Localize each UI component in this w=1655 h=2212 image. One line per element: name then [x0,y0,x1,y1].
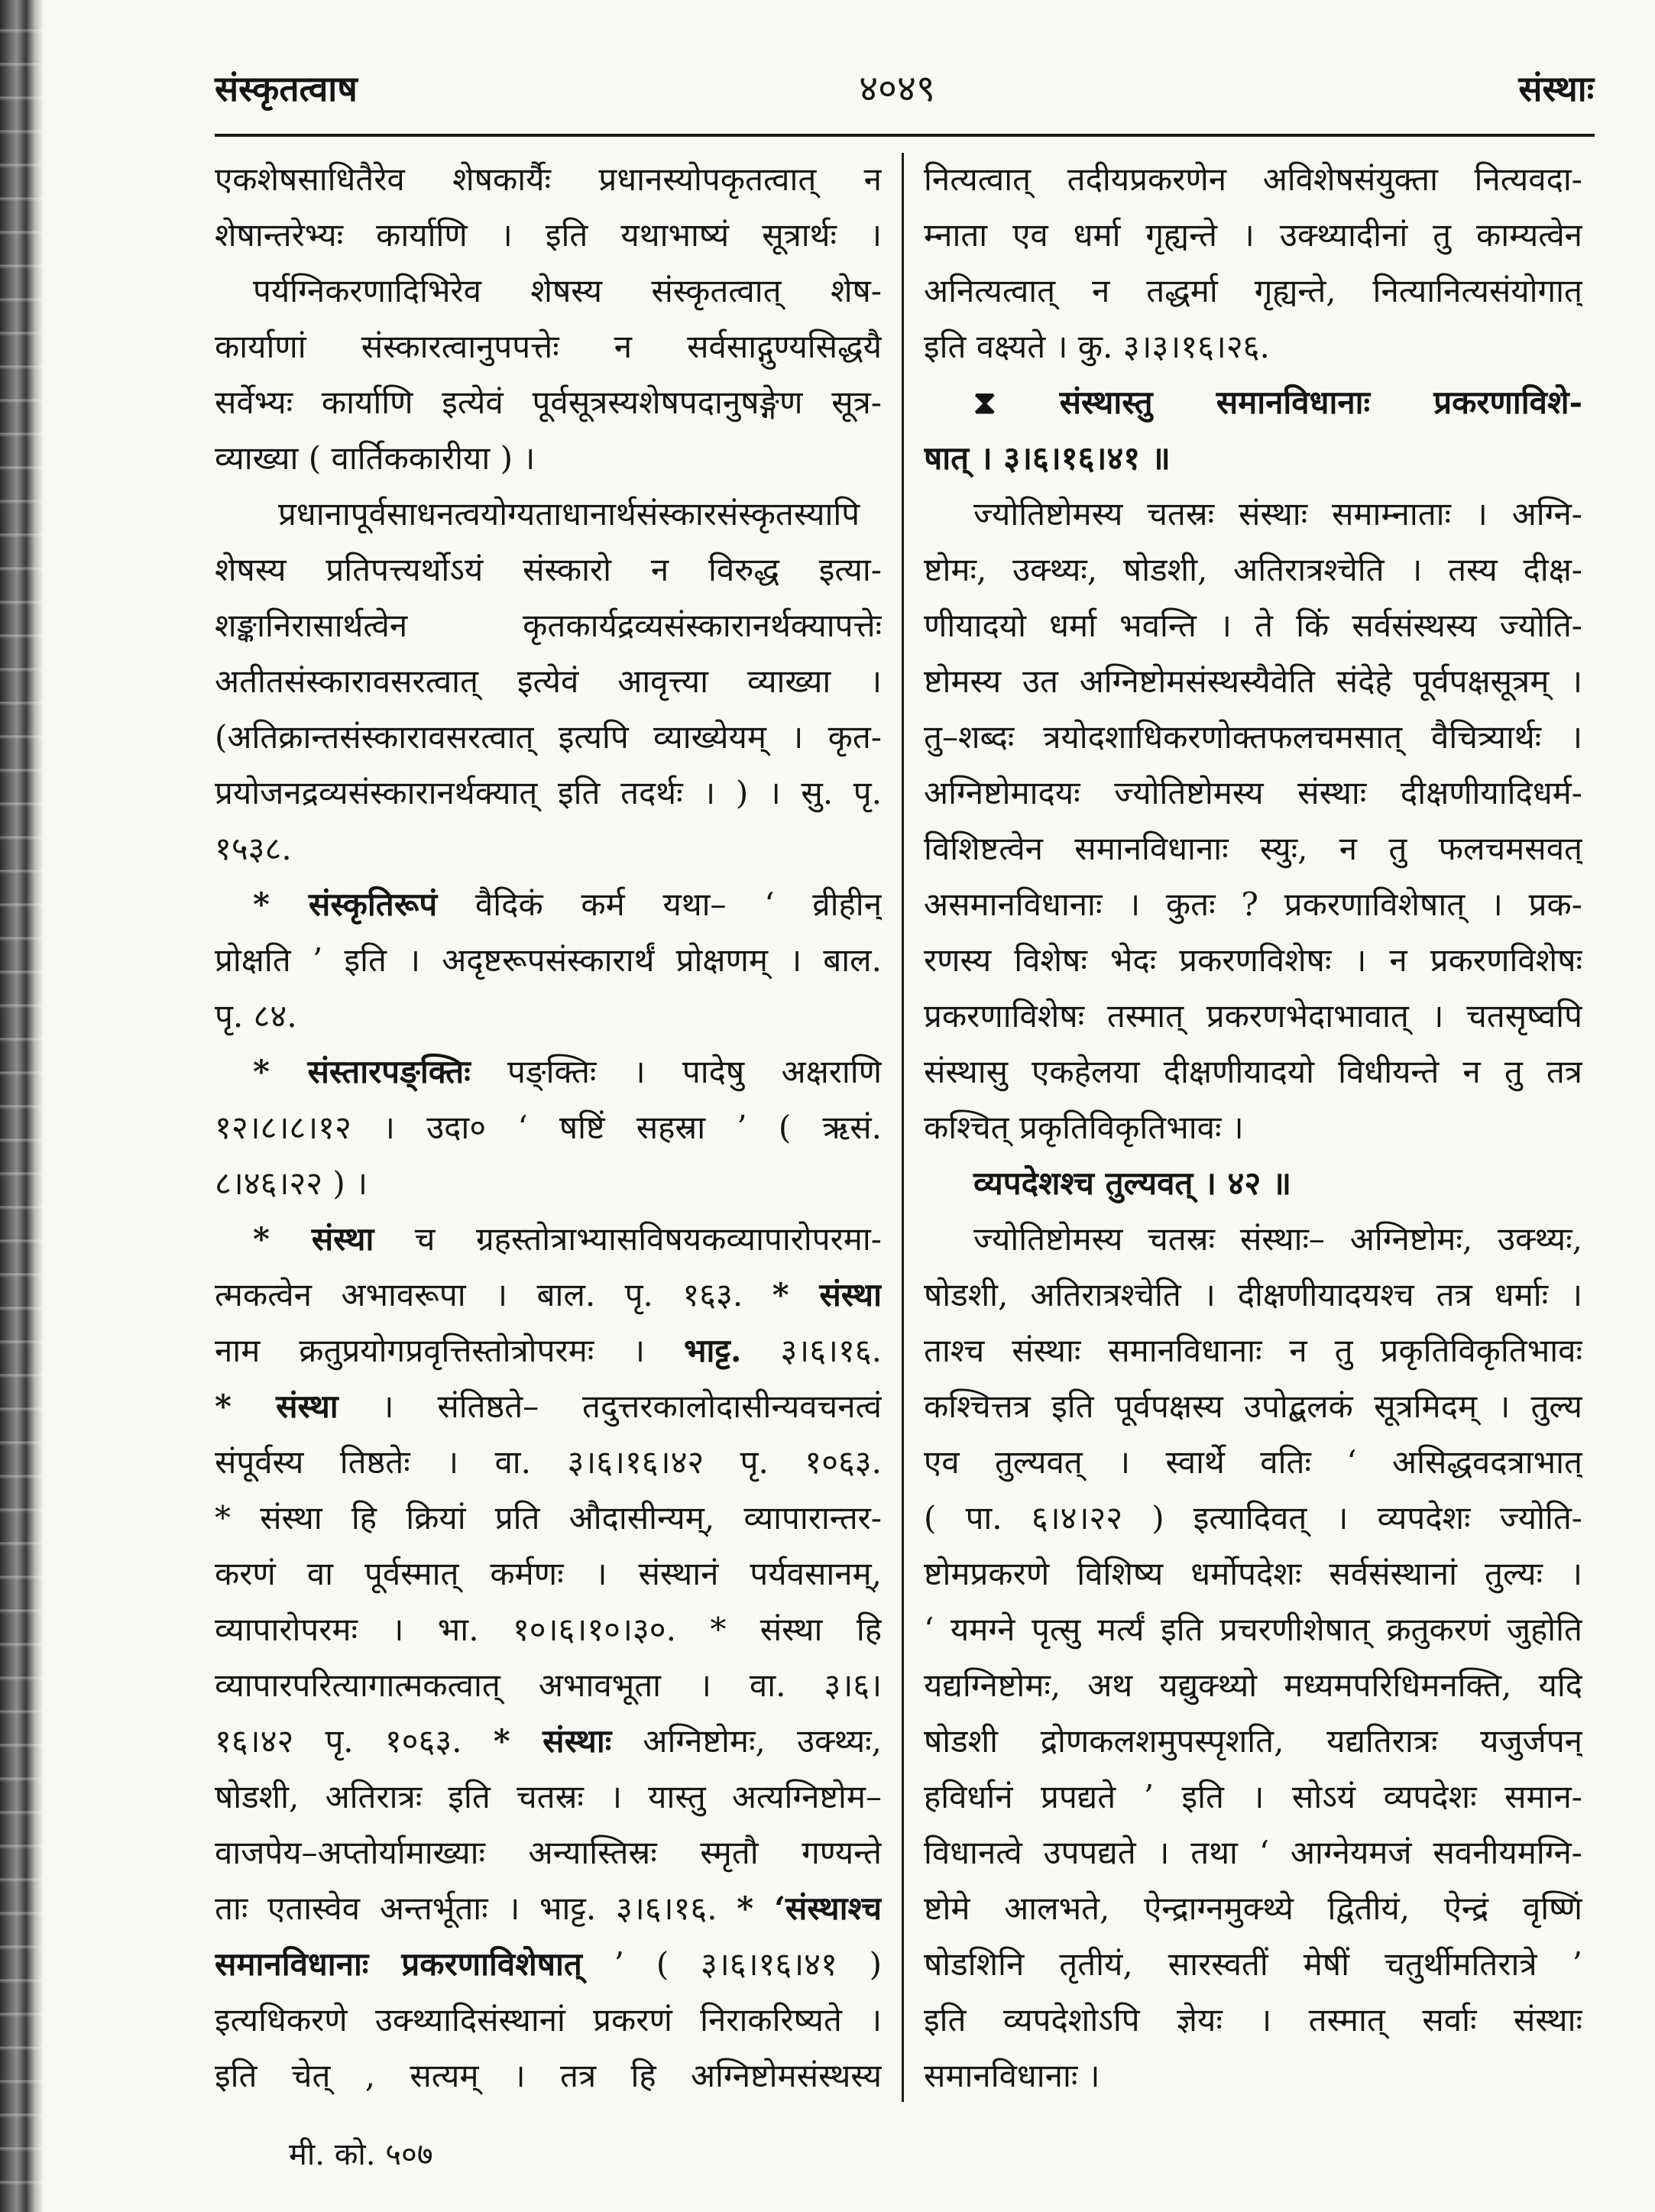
text-line [215,1880,882,1936]
text-segment: ’ ( ३।६।१६।४१ ) [581,1945,882,1983]
book-binding-edge [0,0,43,2212]
text-line: पृ. ८४. [215,997,297,1035]
sutra-heading: षात् । ३।६।१६।४१ ॥ [924,439,1171,477]
text-line: व्याख्या ( वार्तिककारीया ) । [215,439,536,477]
text-line: शेषान्तरेभ्यः कार्याणि । इति यथाभाष्यं सूत्रार्थः । [215,216,882,254]
headword-bold: * संस्तारपङ्क्तिः [253,1053,471,1090]
text-line: षोडशी, अतिरात्रः इति चतस्रः । यास्तु अत्यग्निष्टोम– [215,1778,882,1815]
text-line: एकशेषसाधितैरेव शेषकार्यैः प्रधानस्योपकृतत्वात् न [215,160,882,198]
text-line [215,1267,882,1323]
text-line: सर्वेभ्यः कार्याणि इत्येवं पूर्वसूत्रस्यशेषपदानुषङ्गेण सूत्र- [215,384,882,421]
left-column [215,151,882,2104]
column-divider [902,153,904,2102]
text-line: प्रकरणाविशेषः तस्मात् प्रकरणभेदाभावात् । चतसृष्वपि [924,997,1582,1035]
text-line: षोडशिनि तृतीयं, सारस्वतीं मेषीं चतुर्थीमतिरात्रे ’ [924,1945,1582,1983]
text-line: संस्थासु एकहेलया दीक्षणीयादयो विधीयन्ते न तु तत्र [924,1053,1582,1090]
text-line: ष्टोमः, उक्थ्यः, षोडशी, अतिरात्रश्चेति । तस्य दीक्ष- [924,551,1582,588]
text-line: प्रयोजनद्रव्यसंस्कारानर्थक्यात् इति तदर्थः । ) । सु. पृ. [215,774,882,811]
text-line: शङ्कानिरासार्थत्वेन कृतकार्यद्रव्यसंस्कारानर्थक्यापत्तेः [215,607,882,644]
text-segment: अग्निष्टोमः, उक्थ्यः, [611,1722,882,1760]
headword-bold: * संस्था [215,1388,338,1425]
text-line [215,1713,882,1769]
text-line: प्रोक्षति ’ इति । अदृष्टरूपसंस्कारार्थं प्रोक्षणम् । बाल. [215,941,882,979]
sutra-heading: ⧗ संस्थास्तु समानविधानाः प्रकरणाविशे- [973,384,1582,421]
text-line: इति व्यपदेशोऽपि ज्ञेयः । तस्मात् सर्वाः संस्थाः [924,2001,1582,2039]
text-line: * संस्था हि क्रियां प्रति औदासीन्यम्, व्यापारान्तर- [215,1499,882,1537]
text-line: पर्यग्निकरणादिभिरेव शेषस्य संस्कृतत्वात् शेष- [253,272,882,309]
text-line: तु–शब्दः त्रयोदशाधिकरणोक्तफलचमसात् वैचित्र्यार्थः । [924,718,1582,756]
text-line: वाजपेय–अप्तोर्यामाख्याः अन्यास्तिस्रः स्मृतौ गण्यन्ते [215,1834,882,1871]
right-column [924,151,1582,2104]
page-number: ४०४९ [859,67,935,110]
text-line: णीयादयो धर्मा भवन्ति । ते किं सर्वसंस्थस्य ज्योति- [924,607,1582,644]
text-segment: नाम क्रतुप्रयोगप्रवृत्तिस्तोत्रोपरमः । [215,1332,684,1369]
text-line [215,1323,882,1378]
text-line: संपूर्वस्य तिष्ठतेः । वा. ३।६।१६।४२ पृ. १०६३. [215,1443,882,1481]
sutra-bold: समानविधानाः प्रकरणाविशेषात् [215,1945,582,1983]
text-segment: पङ्क्तिः । पादेषु अक्षराणि [470,1053,882,1090]
text-line: इति चेत् , सत्यम् । तत्र हि अग्निष्टोमसंस्थस्य [215,2057,882,2094]
text-line: विधानत्वे उपपद्यते । तथा ‘ आग्नेयमजं सवनीयमग्नि- [924,1834,1582,1871]
text-line: व्यापारोपरमः । भा. १०।६।१०।३०. * संस्था हि [215,1611,882,1648]
text-segment: ताः एतास्वेव अन्तर्भूताः । भाट्ट. ३।६।१६. [215,1890,737,1927]
text-line: कश्चित्तत्र इति पूर्वपक्षस्य उपोद्बलकं सूत्रमिदम् । तुल्य [924,1388,1582,1425]
text-segment: । संतिष्ठते– तदुत्तरकालोदासीन्यवचनत्वं [338,1388,882,1425]
text-line: शेषस्य प्रतिपत्त्यर्थोऽयं संस्कारो न विरुद्ध इत्या- [215,551,882,588]
text-line [215,1044,882,1100]
headword-bold: * ‘संस्थाश्च [737,1890,882,1927]
text-line [215,1211,882,1267]
headword-bold: * संस्कृतिरूपं [253,886,438,923]
text-line: अतीतसंस्कारावसरत्वात् इत्येवं आवृत्त्या व्याख्या । [215,662,882,700]
text-line: समानविधानाः । [924,2057,1100,2094]
text-segment: त्मकत्वेन अभावरूपा । बाल. पृ. १६३. [215,1276,772,1313]
text-line: ज्योतिष्टोमस्य चतस्रः संस्थाः समाम्नाताः । अग्नि- [973,495,1582,533]
source-abbrev-bold: भाट्ट. [683,1332,742,1369]
text-line: एव तुल्यवत् । स्वार्थे वतिः ‘ असिद्धवदत्राभात् [924,1443,1582,1481]
text-line: (अतिक्रान्तसंस्कारावसरत्वात् इत्यपि व्याख्येयम् । कृत- [215,718,882,756]
text-line: इति वक्ष्यते । कु. ३।३।१६।२६. [924,328,1270,365]
headword-bold: * संस्थाः [493,1722,612,1760]
text-segment: ३।६।१६. [741,1332,882,1369]
text-line: प्रधानापूर्वसाधनत्वयोग्यताधानार्थसंस्कारसंस्कृतस्यापि [278,495,860,533]
signature-mark: मी. को. ५०७ [289,2137,433,2172]
text-line: व्यापारपरित्यागात्मकत्वात् अभावभूता । वा. ३।६। [215,1666,882,1704]
text-line: यद्यग्निष्टोमः, अथ यद्युक्थ्यो मध्यमपरिधिमनक्ति, यदि [924,1666,1582,1704]
text-line: अग्निष्टोमादयः ज्योतिष्टोमस्य संस्थाः दीक्षणीयादिधर्म- [924,774,1582,811]
text-line: अनित्यत्वात् न तद्धर्मा गृह्यन्ते, नित्यानित्यसंयोगात् [924,272,1582,309]
text-line: कार्याणां संस्कारत्वानुपपत्तेः न सर्वसाद्गुण्यसिद्धयै [215,328,882,365]
text-segment: १६।४२ पृ. १०६३. [215,1722,494,1760]
text-line: षोडशी, अतिरात्रश्चेति । दीक्षणीयादयश्च तत्र धर्माः । [924,1276,1582,1313]
header-rule [215,134,1595,137]
text-segment: वैदिकं कर्म यथा– ‘ व्रीहीन् [437,886,882,923]
text-line [215,1936,882,1992]
sutra-heading: व्यपदेशश्च तुल्यवत् । ४२ ॥ [973,1164,1291,1202]
headword-bold: * संस्था [253,1220,374,1258]
running-head-left: संस्कृतत्वाष [215,68,358,109]
text-line: ष्टोमस्य उत अग्निष्टोमसंस्थस्यैवेति संदेहे पूर्वपक्षसूत्रम् । [924,662,1582,700]
text-line: ( पा. ६।४।२२ ) इत्यादिवत् । व्यपदेशः ज्योति- [924,1499,1582,1537]
text-line: ष्टोमप्रकरणे विशिष्य धर्मोपदेशः सर्वसंस्थानां तुल्यः । [924,1555,1582,1592]
text-line: ज्योतिष्टोमस्य चतस्रः संस्थाः– अग्निष्टोमः, उक्थ्यः, [973,1220,1582,1258]
text-line: षोडशी द्रोणकलशमुपस्पृशति, यद्यतिरात्रः यजुर्जपन् [924,1722,1582,1760]
text-line: म्नाता एव धर्मा गृह्यन्ते । उक्थ्यादीनां तु काम्यत्वेन [924,216,1582,254]
text-line: ८।४६।२२ ) । [215,1164,368,1202]
text-line: ताश्च संस्थाः समानविधानाः न तु प्रकृतिविकृतिभावः [924,1332,1582,1369]
text-line: ‘ यमग्ने पृत्सु मर्त्यं इति प्रचरणीशेषात् क्रतुकरणं जुहोति [924,1611,1582,1648]
text-line: रणस्य विशेषः भेदः प्रकरणविशेषः । न प्रकरणविशेषः [924,941,1582,979]
running-head-right: संस्थाः [1518,68,1594,109]
text-line [215,876,882,932]
text-line: हविर्धानं प्रपद्यते ’ इति । सोऽयं व्यपदेशः समान- [924,1778,1582,1815]
text-line: १५३८. [215,830,292,867]
headword-bold: * संस्था [772,1276,882,1313]
text-line: १२।८।८।१२ । उदा० ‘ षष्टिं सहस्रा ’ ( ऋसं. [215,1109,882,1146]
text-line: नित्यत्वात् तदीयप्रकरणेन अविशेषसंयुक्ता नित्यवदा- [924,160,1582,198]
text-segment: च ग्रहस्तोत्राभ्यासविषयकव्यापारोपरमा- [374,1220,882,1258]
text-line: करणं वा पूर्वस्मात् कर्मणः । संस्थानं पर्यवसानम्, [215,1555,882,1592]
text-line: विशिष्टत्वेन समानविधानाः स्युः, न तु फलचमसवत् [924,830,1582,867]
text-line: असमानविधानाः । कुतः ? प्रकरणाविशेषात् । प्रक- [924,886,1582,923]
text-line: कश्चित् प्रकृतिविकृतिभावः । [924,1109,1244,1146]
text-line: ष्टोमे आलभते, ऐन्द्राग्नमुक्थ्ये द्वितीयं, ऐन्द्रं वृष्णिं [924,1890,1582,1927]
text-line: इत्यधिकरणे उक्थ्यादिसंस्थानां प्रकरणं निराकरिष्यते । [215,2001,882,2039]
text-line [215,1378,882,1434]
